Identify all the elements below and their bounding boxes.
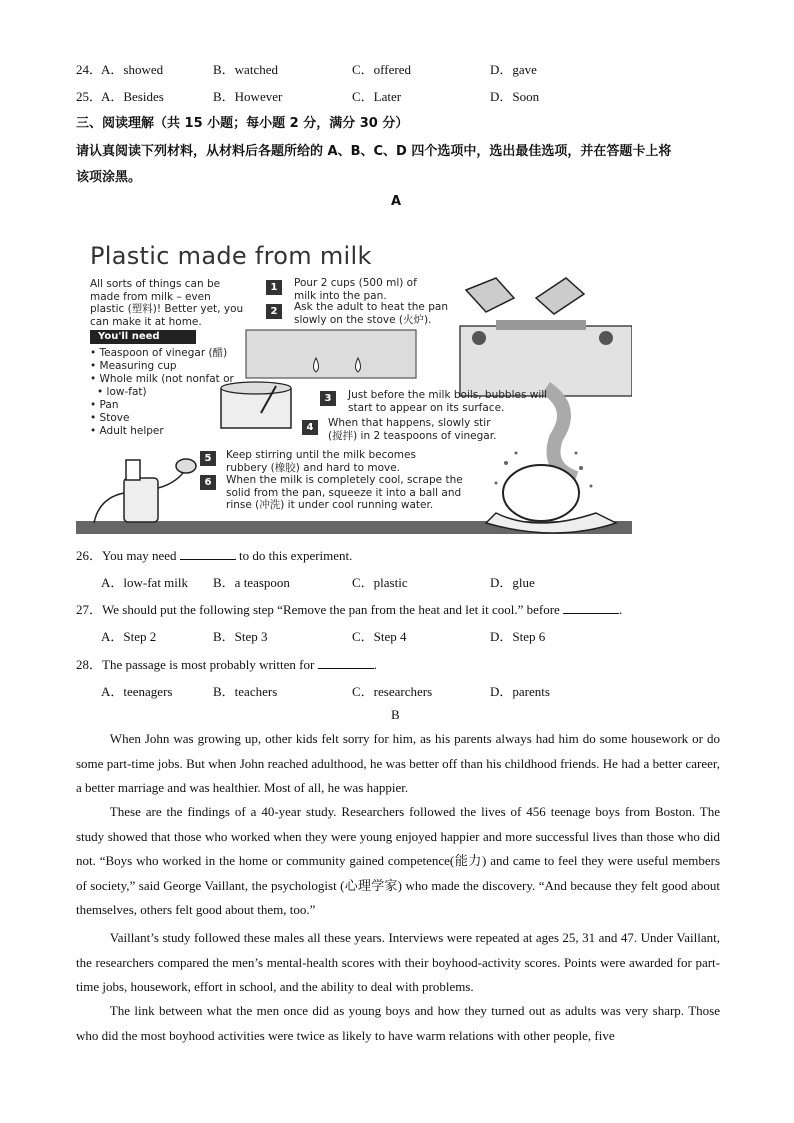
step-6-text — [226, 474, 463, 512]
question-number: 26． — [76, 548, 103, 563]
plastic-ball-icon — [503, 465, 579, 521]
question-number: 27． — [76, 602, 103, 617]
option-28-c[interactable]: C．researchers — [352, 684, 433, 699]
question-28 — [76, 654, 377, 673]
measuring-cup-icon — [466, 278, 514, 312]
step-line: start to appear on its surface. — [348, 401, 505, 414]
option-26-a[interactable]: A．low-fat milk — [101, 575, 189, 590]
step-3-text — [348, 389, 547, 414]
plastic-from-milk-figure — [76, 238, 632, 534]
step-line: Keep stirring until the milk becomes — [226, 449, 416, 461]
instruction-line-2: 该项涂黑。 — [76, 170, 142, 185]
stove-knob-icon — [472, 331, 486, 345]
step-line: Pour 2 cups (500 ml) of — [294, 277, 417, 289]
needs-label: You'll need — [90, 330, 196, 344]
pan-on-stove — [496, 320, 586, 330]
step-number: 3 — [320, 391, 336, 406]
needs-list — [90, 347, 234, 438]
option-26-c[interactable]: C．plastic — [352, 575, 408, 590]
option-28-d[interactable]: D．parents — [490, 684, 550, 699]
instruction-line-1: 请认真阅读下列材料，从材料后各题所给的 A、B、C、D 四个选项中，选出最佳选项，并在答题卡上将 — [76, 144, 672, 159]
passage-paragraph: Vaillant’s study followed these males all these years. Interviews were repeated at ages 25, 31 and 47. Under Vaillant, the researchers compared the men’s mental-health scores with their boyhood-activity scores. Points were awarded for part-time jobs, housework, effort in school, and the ability to deal with problems. — [76, 930, 720, 994]
needs-item: • Teaspoon of vinegar (醋) — [90, 347, 234, 360]
question-stem: We should put the following step “Remove the pan from the heat and let it cool.” before — [102, 602, 564, 617]
step-2-text — [294, 301, 448, 326]
intro-line: plastic (塑料)! Better yet, you — [90, 303, 244, 316]
answer-blank[interactable] — [180, 548, 236, 560]
passage-paragraph: When John was growing up, other kids felt sorry for him, as his parents always had him do some housework or do some part-time jobs. But when John reached adulthood, he was better off than his childhood friends. He had a better career, a better marriage and was healthier. Most of all, he was happier. — [76, 731, 720, 795]
question-24 — [76, 59, 102, 78]
intro-line: can make it at home. — [90, 315, 202, 328]
option-26-d[interactable]: D．glue — [490, 575, 535, 590]
steam-icon — [546, 388, 576, 478]
question-stem: The passage is most probably written for — [102, 657, 318, 672]
step-number: 4 — [302, 420, 318, 435]
option-24-d[interactable]: D．gave — [490, 62, 537, 77]
intro-line: made from milk – even — [90, 290, 211, 303]
question-26 — [76, 545, 352, 564]
needs-item: • Adult helper — [90, 425, 234, 438]
option-28-b[interactable]: B．teachers — [213, 684, 278, 699]
step-1-text — [294, 277, 417, 302]
step-number: 2 — [266, 304, 282, 319]
step-line: When the milk is completely cool, scrape the — [226, 474, 463, 486]
question-27 — [76, 599, 622, 618]
passage-b-label: B — [391, 707, 400, 722]
needs-item: • Pan — [90, 399, 234, 412]
step-line: solid from the pan, squeeze it into a ball and — [226, 486, 462, 499]
step-line: milk into the pan. — [294, 289, 387, 302]
step-line: rinse (冲洗) it under cool running water. — [226, 499, 434, 512]
step-line: (搅拌) in 2 teaspoons of vinegar. — [328, 429, 497, 442]
needs-item: • low-fat) — [90, 386, 234, 399]
step-line: rubbery (橡胶) and hard to move. — [226, 461, 401, 474]
figure-title: Plastic made from milk — [90, 242, 372, 270]
step-number: 1 — [266, 280, 282, 295]
stove-knob-icon — [599, 331, 613, 345]
option-25-c[interactable]: C．Later — [352, 89, 402, 104]
option-25-a[interactable]: A．Besides — [101, 89, 164, 104]
question-number: 24． — [76, 62, 103, 77]
intro-line: All sorts of things can be — [90, 278, 221, 290]
passage-paragraph: The link between what the men once did as young boys and how they turned out as adults was very sharp. Those who did the most boyhood activities were twice as likely to have warm relations with other people, five — [76, 1003, 720, 1043]
option-24-b[interactable]: B．watched — [213, 62, 278, 77]
option-26-b[interactable]: B．a teaspoon — [213, 575, 290, 590]
question-stem-end: to do this experiment. — [235, 548, 353, 563]
step-line: Ask the adult to heat the pan — [294, 301, 448, 313]
option-27-a[interactable]: A．Step 2 — [101, 629, 157, 644]
step-4-text — [328, 417, 496, 442]
question-25 — [76, 86, 102, 105]
option-25-b[interactable]: B．However — [213, 89, 283, 104]
passage-a-label: A — [391, 194, 402, 209]
question-number: 28． — [76, 657, 103, 672]
option-27-c[interactable]: C．Step 4 — [352, 629, 407, 644]
question-stem-end: . — [619, 602, 623, 617]
figure-intro — [90, 278, 243, 328]
stove-panel — [246, 330, 416, 378]
question-stem-end: . — [373, 657, 377, 672]
cartoon-helper-icon — [94, 459, 196, 523]
option-27-b[interactable]: B．Step 3 — [213, 629, 268, 644]
step-line: slowly on the stove (火炉). — [294, 313, 432, 326]
step-5-text — [226, 449, 416, 474]
needs-item: • Whole milk (not nonfat or — [90, 373, 234, 386]
option-28-a[interactable]: A．teenagers — [101, 684, 173, 699]
question-stem: You may need — [102, 548, 180, 563]
option-24-a[interactable]: A．showed — [101, 62, 164, 77]
step-number: 5 — [200, 451, 216, 466]
needs-item: • Measuring cup — [90, 360, 234, 373]
passage-paragraph: These are the findings of a 40-year study. Researchers followed the lives of 456 teenage boys from Boston. The study showed that those who worked when they were young enjoyed happier and more successful lives than those who did not. “Boys who worked in the home or community gained competence(能力) and came to feel they were useful members of society,” said George Vaillant, the psychologist (心理学家) who made the discovery. “And because they felt good about themselves, others felt good about them, too.” — [76, 804, 720, 917]
answer-blank[interactable] — [563, 602, 619, 614]
step-number: 6 — [200, 475, 216, 490]
section-heading: 三、阅读理解（共 15 小题；每小题 2 分，满分 30 分） — [76, 116, 409, 131]
answer-blank[interactable] — [318, 657, 374, 669]
question-number: 25． — [76, 89, 103, 104]
option-25-d[interactable]: D．Soon — [490, 89, 540, 104]
needs-item: • Stove — [90, 412, 234, 425]
step-line: Just before the milk boils, bubbles will — [348, 389, 548, 401]
option-27-d[interactable]: D．Step 6 — [490, 629, 546, 644]
measuring-cup-icon — [536, 278, 584, 314]
step-line: When that happens, slowly stir — [328, 417, 491, 429]
option-24-c[interactable]: C．offered — [352, 62, 411, 77]
